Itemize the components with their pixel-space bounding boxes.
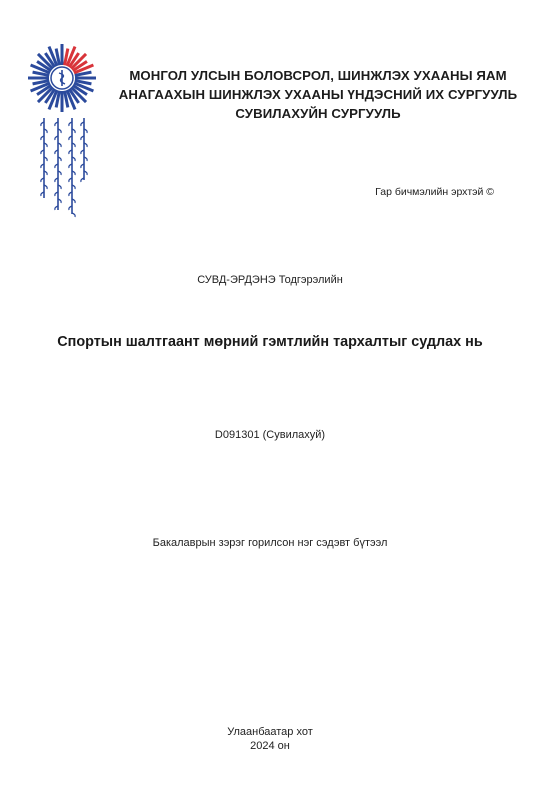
thesis-title: Спортын шалтгаант мөрний гэмтлийн тархалтыг судлах нь (57, 334, 483, 350)
year: 2024 он (250, 740, 290, 752)
ministry-name: МОНГОЛ УЛСЫН БОЛОВСРОЛ, ШИНЖЛЭХ УХААНЫ ЯАМ (129, 68, 507, 83)
program-code: D091301 (Сувилахуй) (214, 429, 326, 441)
city: Улаанбаатар хот (227, 726, 313, 738)
university-name: АНАГААХЫН ШИНЖЛЭХ УХААНЫ ҮНДЭСНИЙ ИХ СУРГУУЛЬ (118, 87, 518, 102)
copyright-notice: Гар бичмэлийн эрхтэй © (375, 186, 494, 198)
institution-header (108, 66, 528, 123)
author-name: СУВД-ЭРДЭНЭ Тодгэрэлийн (197, 274, 343, 286)
degree-statement: Бакалаврын зэрэг горилсон нэг сэдэвт бүтээл (152, 537, 388, 549)
place-and-year (0, 725, 540, 753)
school-name: СУВИЛАХУЙН СУРГУУЛЬ (235, 106, 401, 121)
university-emblem-icon (20, 40, 102, 220)
